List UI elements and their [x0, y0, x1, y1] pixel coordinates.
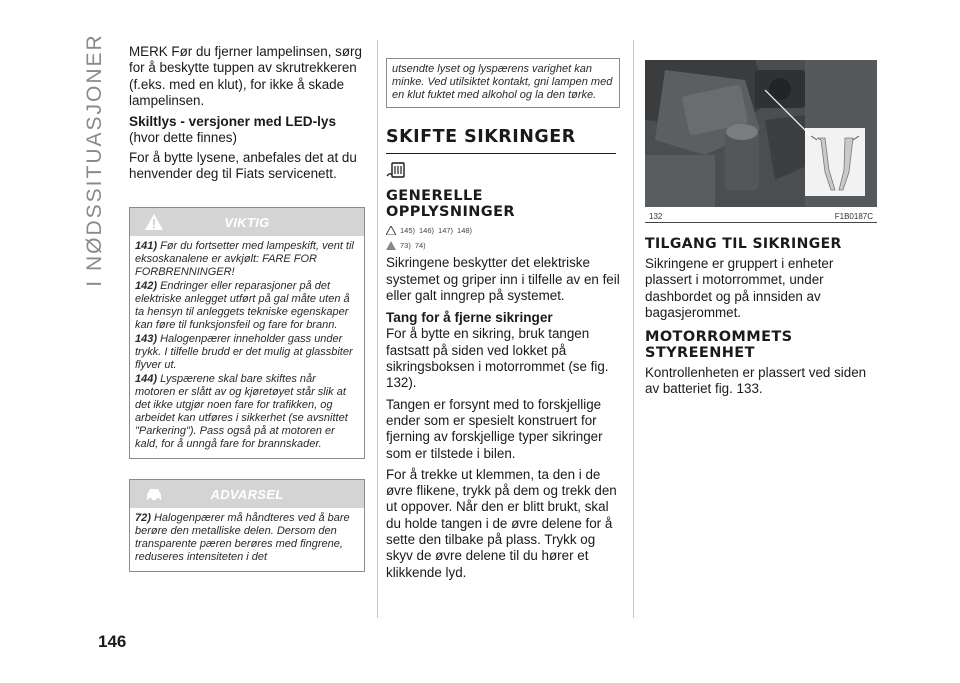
advarsel-body [130, 508, 364, 571]
paragraph: For å trekke ut klemmen, ta den i de øvre flikene, trykk på dem og trekk den ut oppover. Når den er blitt brukt, skal du holde tangen i de øvre delene for å sette den tilbake på plass. Trykk og skyv de øvre delene til du hører et klikkende lyd. [386, 466, 617, 580]
figure-rule [645, 222, 877, 223]
figure-number: 132 [649, 212, 663, 221]
viktig-body [130, 236, 364, 458]
warning-triangle-icon [386, 226, 396, 235]
section-side-tab-label: I NØDSSITUASJONER [83, 33, 106, 287]
advarsel-title: ADVARSEL [210, 487, 284, 503]
caution-icon [386, 241, 396, 250]
column-1 [129, 44, 365, 572]
warning-refs: 145) 146) 147) 148) [386, 224, 620, 237]
list-item: 141) Før du fortsetter med lampeskift, vent til eksoskanalene er avkjølt: FARE FOR FORBRENNINGER! [135, 240, 354, 279]
paragraph: (hvor dette finnes) [129, 130, 237, 146]
section-side-tab [83, 33, 106, 287]
section-heading: SKIFTE SIKRINGER [386, 127, 576, 147]
list-item: 142) Endringer eller reparasjoner på det elektriske anlegget utført på gal måte uten å ta hensyn til anleggets tekniske egenskaper kan føre til funksjonsfeil og fare for brann. [135, 280, 350, 332]
caution-refs: 73) 74) [386, 239, 620, 252]
list-item: 143) Halogenpærer inneholder gass under trykk. I tilfelle brudd er det mulig at glassbiter flyver ut. [135, 333, 353, 372]
column-2 [386, 58, 620, 586]
section-heading: TILGANG TIL SIKRINGER [645, 236, 842, 252]
list-item: 144) Lyspærene skal bare skiftes når motoren er slått av og kjøretøyet står slik at det ikke utgjør noen fare for trafikken, og arbeidet kan utføres i sikkerhet (se avsnittet "Parkering"). Pass også på at motoren er kald, for å unngå fare for brannskader. [135, 373, 348, 451]
advarsel-continued-box: utsendte lyset og lyspærens varighet kan minke. Ved utilsiktet kontakt, gni lampen med en klut fuktet med alkohol og la den tørke. [386, 58, 620, 108]
paragraph: Sikringene er gruppert i enheter plassert i motorrommet, under dashbordet og på innsiden av bagasjerommet. [645, 256, 834, 320]
column-divider [633, 40, 634, 618]
advarsel-box [129, 479, 365, 572]
column-3 [645, 232, 877, 403]
paragraph: For å bytte lysene, anbefales det at du henvender deg til Fiats servicenett. [129, 149, 357, 182]
column-divider [377, 40, 378, 618]
fuse-icon [386, 162, 408, 180]
subheading-tang: Tang for å fjerne sikringer [386, 310, 553, 326]
paragraph: MERK Før du fjerner lampelinsen, sørg for å beskytte tuppen av skrutrekkeren (f.eks. med en klut), for ikke å skade lampelinsen. [129, 44, 362, 108]
figure-code: F1B0187C [834, 212, 873, 221]
viktig-title: VIKTIG [224, 215, 270, 231]
subsection-heading: MOTORROMMETS STYREENHET [645, 329, 793, 362]
figure-132-photo [645, 60, 877, 207]
subheading-skiltlys: Skiltlys - versjoner med LED-lys [129, 114, 337, 130]
paragraph: Sikringene beskytter det elektriske systemet og griper inn i tilfelle av en feil eller galt inngrep på systemet. [386, 255, 620, 303]
engine-bay-illustration [645, 60, 877, 207]
advarsel-header [130, 480, 364, 508]
subsection-heading: GENERELLE OPPLYSNINGER [386, 188, 515, 221]
paragraph: For å bytte en sikring, bruk tangen fastsatt på siden ved lokket på sikringsboksen i motorrommet (se fig. 132). [386, 326, 609, 391]
list-item: 72) Halogenpærer må håndteres ved å bare berøre den metalliske delen. Dersom den transparente pæren berøres med fingrene, reduseres intensiteten i det [135, 512, 350, 564]
page-number: 146 [98, 632, 127, 651]
heading-underline [386, 153, 616, 154]
viktig-header [130, 208, 364, 236]
paragraph: Kontrollenheten er plassert ved siden av batteriet fig. 133. [645, 365, 867, 397]
viktig-box [129, 207, 365, 459]
paragraph: Tangen er forsynt med to forskjellige ender som er spesielt konstruert for fjerning av forskjellige typer sikringer som er tilstede i bilen. [386, 396, 603, 461]
